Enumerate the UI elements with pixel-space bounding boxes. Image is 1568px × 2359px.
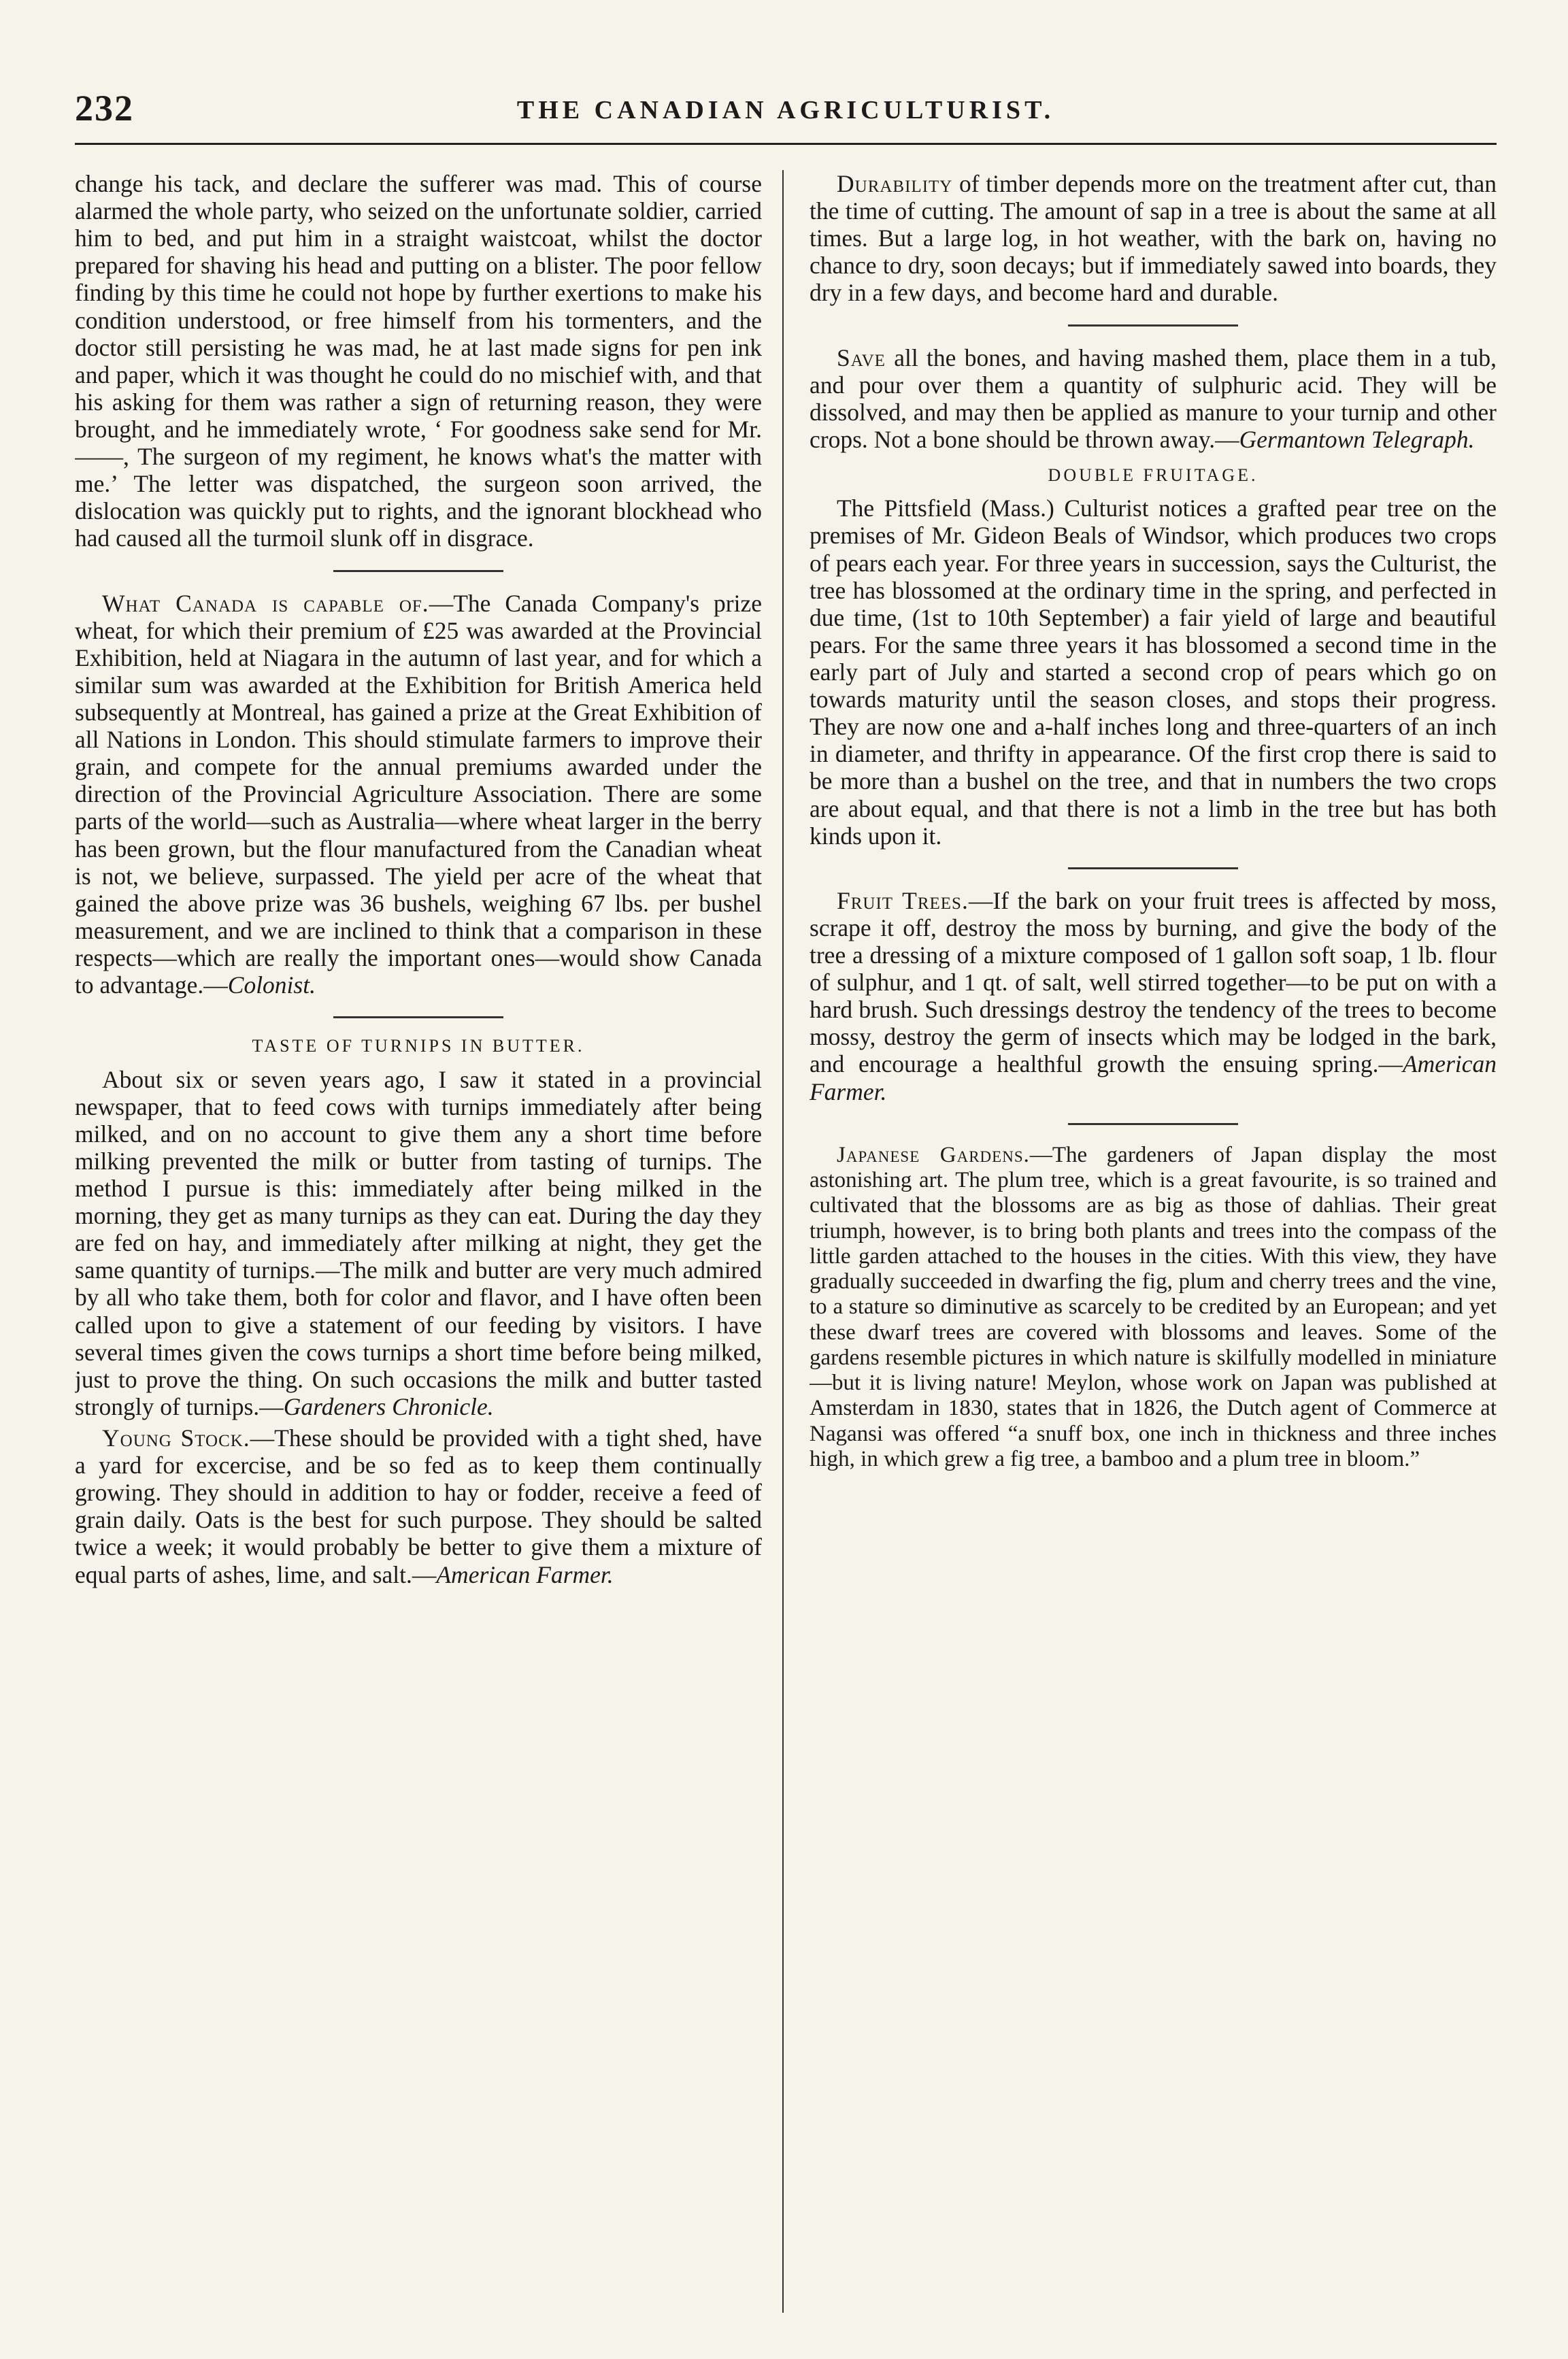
page-header xyxy=(75,87,1497,148)
fruit-trees-lead: Fruit Trees. xyxy=(837,886,969,914)
header-rule xyxy=(75,143,1497,145)
durability-lead: Durability xyxy=(837,170,953,197)
turnips-credit: Gardeners Chronicle. xyxy=(283,1392,494,1420)
fruit-trees-article xyxy=(810,887,1497,1105)
durability-article xyxy=(810,170,1497,307)
canada-wheat-lead: What Canada is capable of. xyxy=(102,589,429,617)
section-divider xyxy=(1068,324,1238,327)
double-fruitage-title: DOUBLE FRUITAGE. xyxy=(1048,465,1258,485)
section-divider xyxy=(1068,867,1238,869)
young-stock-credit: American Farmer. xyxy=(436,1560,614,1588)
durability-text: of timber depends more on the treatment after cut, than the time of cutting. The amount of sap in a tree is about the same at all times. But a large log, in hot weather, with the bark on, having no chance to dry, soon decays; but if immediately sawed into boards, they dry in a few days, and become hard and durable. xyxy=(810,170,1497,307)
turnips-article xyxy=(75,1066,762,1420)
young-stock-lead: Young Stock. xyxy=(102,1424,250,1452)
japanese-gardens-article xyxy=(810,1143,1497,1473)
fruit-trees-text: —If the bark on your fruit trees is affected by moss, scrape it off, destroy the moss by burning, and give the body of the tree a dressing of a mixture composed of 1 gallon soft soap, 1 lb. flour of sulphur, and 1 qt. of salt, well stirred together—to be put on with a hard brush. Such dressings destroy the tendency of the trees to become mossy, destroy the germ of insects which may be lodged in the bark, and encourage a healthful growth the ensuing spring.— xyxy=(810,886,1497,1078)
japanese-gardens-text: —The gardeners of Japan display the most astonishing art. The plum tree, which is a great favourite, is so trained and cultivated that the blossoms are as big as those of dahlias. Their great triumph, however, is to bring both plants and trees into the compass of the little garden attached to the houses in the cities. With this view, they have gradually succeeded in dwarfing the fig, plum and cherry trees and the vine, to a stature so diminutive as scarcely to be credited by an European; and yet these dwarf trees are covered with blossoms and leaves. Some of the gardens resemble pictures in which nature is skilfully modelled in miniature—but it is living nature! Meylon, whose work on Japan was published at Amsterdam in 1830, states that in 1826, the Dutch agent of Commerce at Nagansi was offered “a snuff box, one inch in thickness and three inches high, in which grew a fig tree, a bamboo and a plum tree in bloom.” xyxy=(810,1142,1497,1472)
japanese-gardens-lead: Japanese Gardens. xyxy=(837,1142,1030,1167)
bones-credit: Germantown Telegraph. xyxy=(1239,425,1475,453)
bones-lead: Save xyxy=(837,344,886,371)
section-divider xyxy=(1068,1123,1238,1125)
section-divider xyxy=(333,1016,503,1018)
running-title: THE CANADIAN AGRICULTURIST. xyxy=(516,96,1055,124)
column-divider xyxy=(782,170,784,2313)
young-stock-text: —These should be provided with a tight shed, have a yard for excercise, and be so fed as to keep them continually growing. They should in addition to hay or fodder, receive a feed of grain daily. Oats is the best for such purpose. They should be salted twice a week; it would probably be better to give them a mixture of equal parts of ashes, lime, and salt.— xyxy=(75,1424,762,1588)
left-column xyxy=(75,170,762,2313)
section-divider xyxy=(333,570,503,572)
bones-text: all the bones, and having mashed them, place them in a tub, and pour over them a quantity of sulphuric acid. They will be dissolved, and may then be applied as manure to your turnip and other crops. Not a bone should be thrown away.— xyxy=(810,344,1497,453)
page-number: 232 xyxy=(75,88,134,129)
canada-wheat-text: —The Canada Company's prize wheat, for which their premium of £25 was awarded at the Provincial Exhibition, held at Niagara in the autumn of last year, and for which a similar sum was awarded at the Exhibition for British America held subsequently at Montreal, has gained a prize at the Great Exhibition of all Nations in London. This should stimulate farmers to improve their grain, and compete for the annual premiums awarded under the direction of the Provincial Agriculture Association. There are some parts of the world—such as Australia—where wheat larger in the berry has been grown, but the flour manufactured from the Canadian wheat is not, we believe, surpassed. The yield per acre of the wheat that gained the above prize was 36 bushels, weighing 67 lbs. per bushel measurement, and we are inclined to think that a comparison in these respects—which are really the important ones—would show Canada to advantage.— xyxy=(75,589,762,999)
turnips-article-title: TASTE OF TURNIPS IN BUTTER. xyxy=(252,1036,585,1056)
turnips-text: About six or seven years ago, I saw it stated in a provincial newspaper, that to feed cows with turnips immediately after being milked, and on no account to give them any a short time before milking prevented the milk or butter from tasting of turnips. The method I pursue is this: immediately after being milked in the morning, they get as many turnips as they can eat. During the day they are fed on hay, and immediately after milking at night, they get the same quantity of turnips.—The milk and butter are very much admired by all who take them, both for color and flavor, and I have often been called upon to give a statement of our feeding by visitors. I have several times given the cows turnips a short time before being milked, just to prove the thing. On such occasions the milk and butter tasted strongly of turnips.— xyxy=(75,1065,762,1420)
bones-article xyxy=(810,344,1497,453)
young-stock-article xyxy=(75,1424,762,1588)
fruit-trees-credit: American Farmer. xyxy=(810,1050,1497,1105)
canada-wheat-credit: Colonist. xyxy=(227,971,316,999)
right-column xyxy=(810,170,1497,2313)
soldier-story-continuation: change his tack, and declare the sufferer was mad. This of course alarmed the whole party, who seized on the unfortunate soldier, carried him to bed, and put him in a straight waistcoat, whilst the doctor prepared for shaving his head and putting on a blister. The poor fellow finding by this time he could not hope by further exertions to make his condition understood, or free himself from his tormenters, and the doctor still persisting he was mad, he at last made signs for pen ink and paper, which it was thought he could do no mischief with, and that his asking for them was rather a sign of returning reason, they were brought, and he immediately wrote, ‘ For goodness sake send for Mr.——, The surgeon of my regiment, he knows what's the matter with me.’ The letter was dispatched, the surgeon soon arrived, the dislocation was quickly put to rights, and the ignorant blockhead who had caused all the turmoil slunk off in disgrace. xyxy=(75,170,762,552)
double-fruitage-article: The Pittsfield (Mass.) Culturist notices a grafted pear tree on the premises of Mr. Gideon Beals of Windsor, which produces two crops of pears each year. For three years in succession, says the Culturist, the tree has blossomed at the ordinary time in the spring, and perfected in due time, (1st to 10th September) a fair yield of large and beautiful pears. For the same three years it has blossomed a second time in the early part of July and started a second crop of pears which go on towards maturity until the season closes, and stops their progress. They are now one and a-half inches long and three-quarters of an inch in diameter, and thrifty in appearance. Of the first crop there is said to be more than a bushel on the tree, and that in numbers the two crops are about equal, and that there is not a limb in the tree but has both kinds upon it. xyxy=(810,495,1497,850)
canada-wheat-article xyxy=(75,590,762,999)
